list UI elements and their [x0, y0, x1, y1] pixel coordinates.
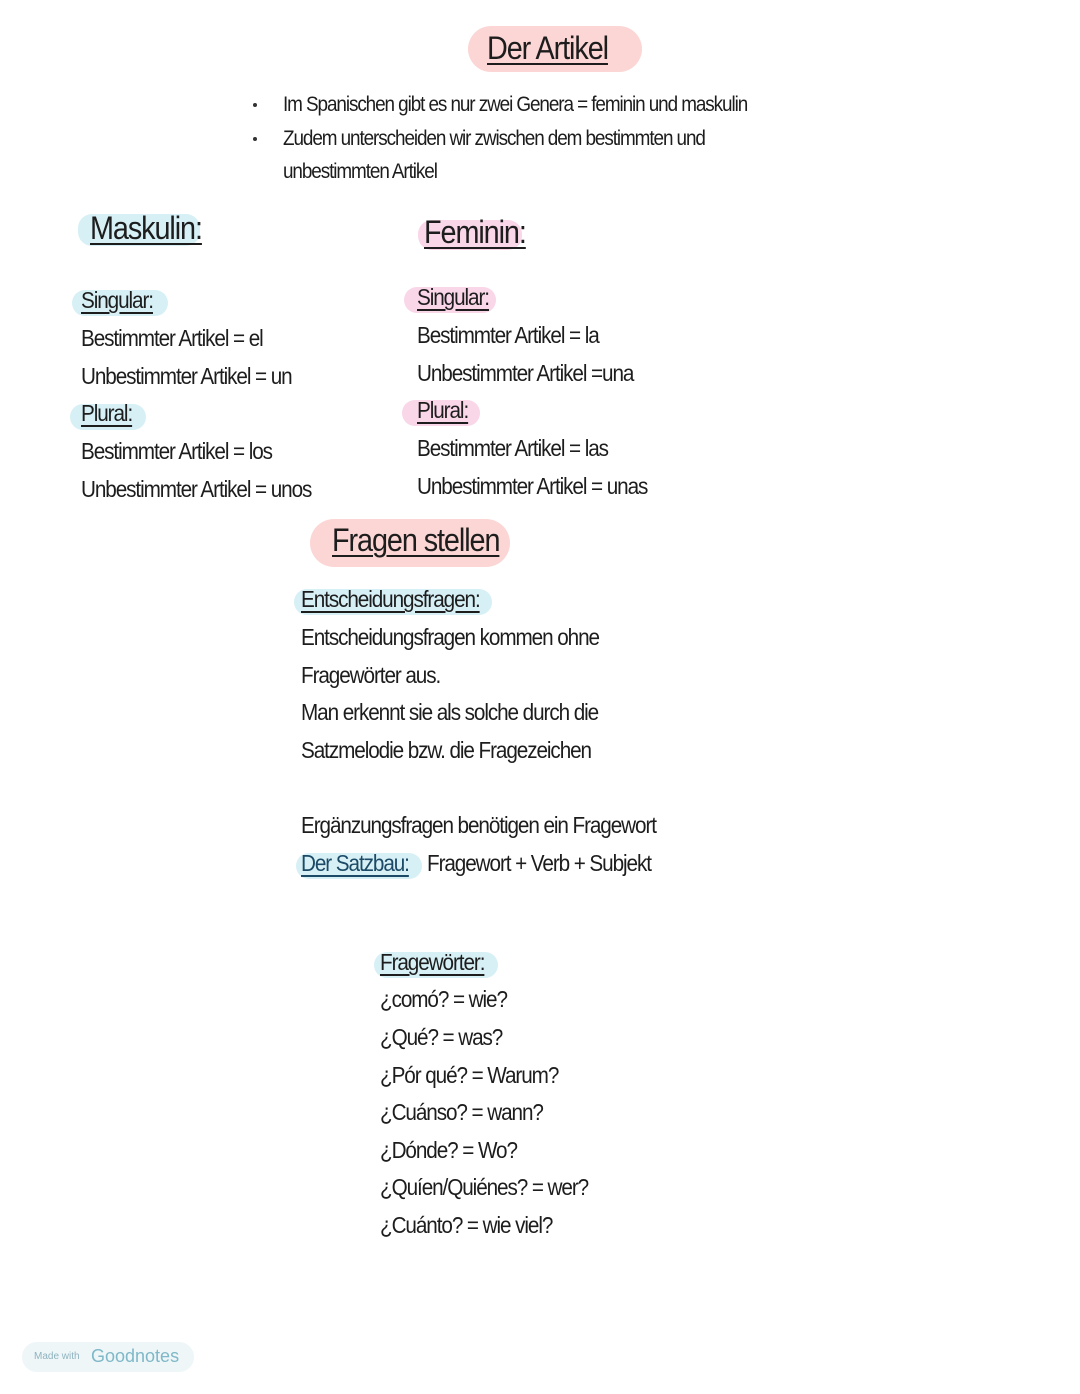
maskulin-s2: Unbestimmter Artikel = un [81, 363, 292, 389]
maskulin-heading: Maskulin: [90, 210, 202, 246]
frage-item: ¿Pór qué? = Warum? [380, 1062, 559, 1088]
frage-item: ¿Cuánto? = wie viel? [380, 1212, 553, 1238]
bullet-icon [253, 103, 257, 107]
bullet-icon [253, 137, 257, 141]
feminin-p1: Bestimmter Artikel = las [417, 435, 608, 461]
feminin-s2: Unbestimmter Artikel =una [417, 360, 634, 386]
badge-brand: Goodnotes [91, 1346, 180, 1366]
feminin-plural: Plural: [417, 397, 469, 423]
feminin-singular: Singular: [417, 284, 489, 310]
fragen-line: Man erkennt sie als solche durch die [301, 699, 599, 725]
bullet-text: Im Spanischen gibt es nur zwei Genera = feminin und maskulin [283, 93, 748, 116]
frage-item: ¿Qué? = was? [380, 1024, 503, 1050]
frage-item: ¿Cuánso? = wann? [380, 1099, 543, 1125]
satzbau-label: Der Satzbau: [301, 850, 409, 876]
frage-item: ¿Dónde? = Wo? [380, 1137, 517, 1163]
fragen-title: Fragen stellen [332, 522, 500, 558]
entscheidungsfragen-heading: Entscheidungsfragen: [301, 586, 480, 612]
maskulin-p2: Unbestimmter Artikel = unos [81, 476, 312, 502]
frage-item: ¿comó? = wie? [380, 986, 507, 1012]
feminin-heading: Feminin: [424, 214, 526, 250]
frage-item: ¿Quíen/Quiénes? = wer? [380, 1174, 589, 1200]
maskulin-singular: Singular: [81, 287, 153, 313]
maskulin-s1: Bestimmter Artikel = el [81, 325, 263, 351]
fragen-line: Satzmelodie bzw. die Fragezeichen [301, 737, 591, 763]
bullet-text: Zudem unterscheiden wir zwischen dem bestimmten und [283, 127, 705, 150]
badge-small-text: Made with [34, 1351, 80, 1362]
satzbau-text: Fragewort + Verb + Subjekt [427, 850, 651, 876]
feminin-p2: Unbestimmter Artikel = unas [417, 473, 648, 499]
page-title: Der Artikel [487, 30, 608, 66]
ergaenzungsfragen: Ergänzungsfragen benötigen ein Fragewort [301, 812, 656, 838]
maskulin-p1: Bestimmter Artikel = los [81, 438, 272, 464]
goodnotes-badge [22, 1342, 194, 1372]
fragen-line: Fragewörter aus. [301, 662, 441, 688]
fragewoerter-heading: Fragewörter: [380, 949, 485, 975]
bullet-text: unbestimmten Artikel [283, 160, 437, 183]
maskulin-plural: Plural: [81, 400, 133, 426]
fragen-line: Entscheidungsfragen kommen ohne [301, 624, 599, 650]
feminin-s1: Bestimmter Artikel = la [417, 322, 599, 348]
